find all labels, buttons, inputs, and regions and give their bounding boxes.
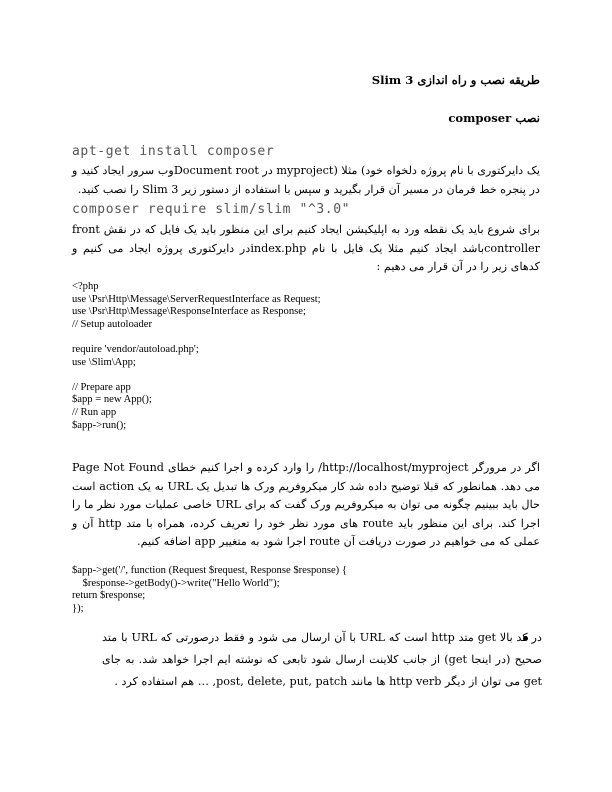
code-lines [72,565,347,615]
code-line: // Setup autoloader [72,318,153,330]
code-line: use \Slim\App; [72,356,136,368]
code-line: }); [72,602,84,614]
code-line [72,369,321,382]
code-block-setup [72,281,321,432]
paragraph-front-controller: برای شروع باید یک نقطه ورد به اپلیکیشن ایجاد کنیم برای این منظور باید یک فایل که در نقش front controllerباشد ایجاد کنیم مثلا یک فایل با نام index.phpدر دایرکتوری پروژه ایجاد می کنیم و کدهای زیر را در آن قرار می دهیم : [72,223,540,273]
code-line: // Run app [72,406,117,418]
code-line: // Prepare app [72,381,131,393]
command-install-composer: apt-get install composer [72,144,275,159]
code-line: require 'vendor/autoload.php'; [72,343,199,355]
paragraph-routes: اگر در مرورگر http://localhost/myproject/ را وارد کرده و اجرا کنیم خطای Page Not Found می دهد. همانطور که قبلا توضیح داده شد کار میکروفریم ورک ها تبدیل یک URL به یک action است حال باید ببینیم چگونه می توان به میکروفریم ورک گفت که برای URL خاصی عملیات مورد نظر ما را اجرا کند. برای این منظور باید route های مورد نظر خود را تعریف کرده، همراه با متد http آن و عملی که می خواهیم در صورت دریافت آن route اجرا شود به متغییر app اضافه کنیم. [72,461,540,548]
code-line: use \Psr\Http\Message\ResponseInterface as Response; [72,306,306,318]
code-line: use \Psr\Http\Message\ServerRequestInterface as Request; [72,293,321,305]
code-lines [72,281,321,432]
code-line: return $response; [72,590,146,602]
page-title: طریقه نصب و راه اندازی Slim 3 [371,73,540,87]
code-line: $response->getBody()->write("Hello World"); [72,577,280,589]
code-line: <?php [72,281,99,292]
paragraph-create-directory: یک دایرکتوری با نام پروژه دلخواه خود) مثلا (myproject در Document rootوب سرور ایجاد کنید و در پنجره خط فرمان در مسیر آن قرار بگیرید و سپس با استفاده از دستور زیر Slim 3 را نصب کنید. [72,164,541,196]
code-line [72,331,321,344]
code-block-route [72,565,347,615]
section-heading: نصب composer [448,111,540,125]
code-line: $app->run(); [72,419,127,431]
bullet-paragraph-get-method: در کد بالا get متد http است که URL با آن ارسال می شود و فقط درصورتی که URL با متد صحیح (در اینجا get) از جانب کلاینت ارسال شود تابعی که نوشته ایم اجرا خواهد شد. به جای get می توان از دیگر http verb ها مانند post, delete, put, patch, … هم استفاده کرد . [102,631,542,688]
code-line: $app = new App(); [72,394,152,406]
code-line: $app->get('/', function (Request $request, Response $response) { [72,565,347,576]
command-require-slim: composer require slim/slim "^3.0" [72,202,351,217]
